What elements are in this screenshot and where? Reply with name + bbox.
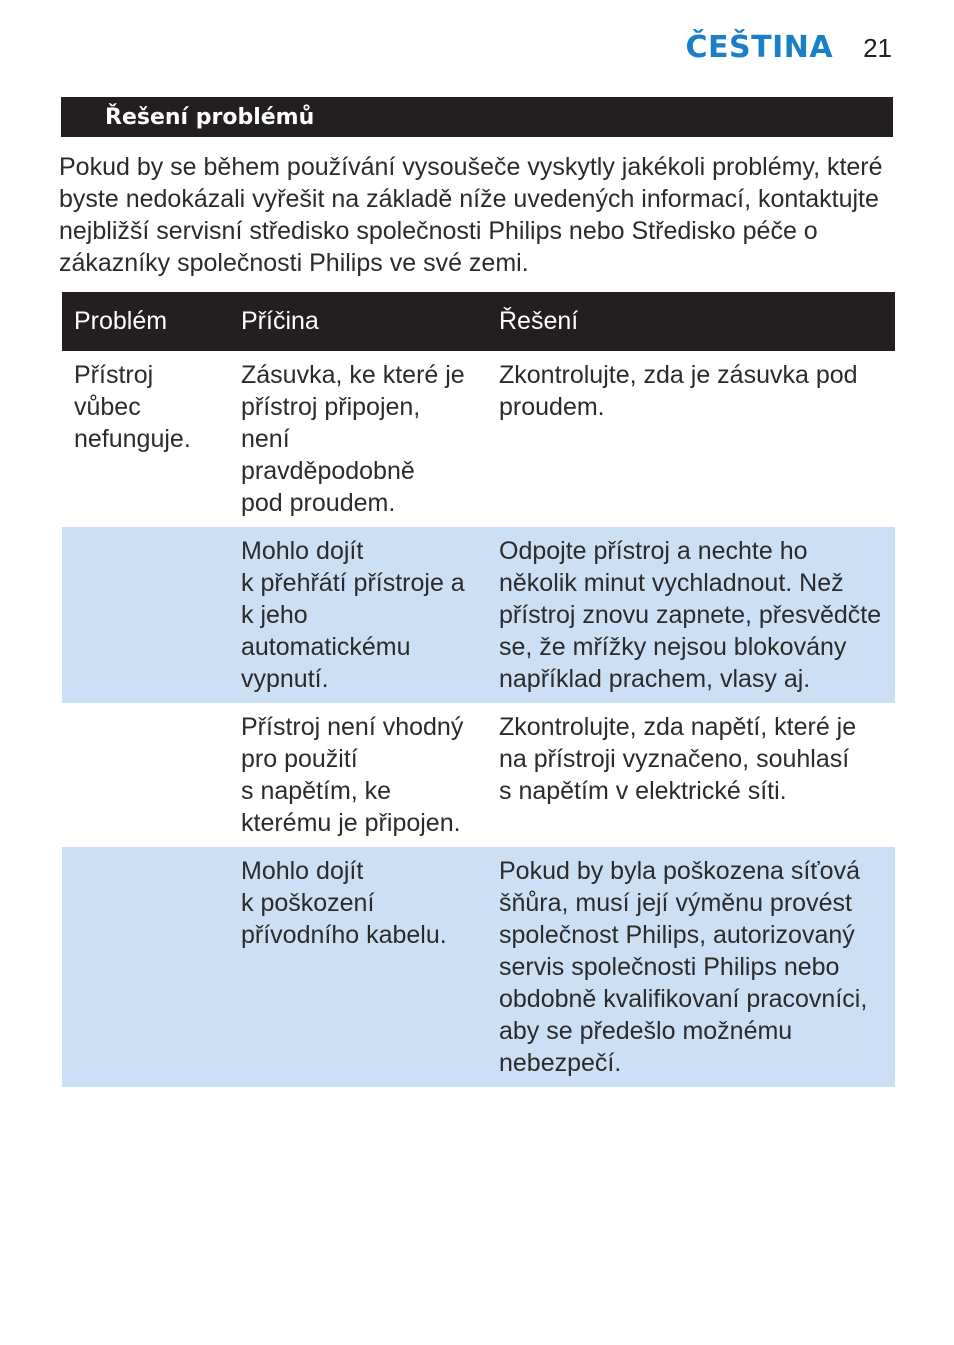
- table-header-row: [62, 292, 895, 351]
- problem-cell: [62, 703, 229, 847]
- section-title: Řešení problémů: [105, 104, 315, 130]
- intro-paragraph: Pokud by se během používání vysoušeče vyskytly jakékoli problémy, které byste nedokázali vyřešit na základě níže uvedených informací, kontaktujte nejbližší servisní středisko společnosti Philips nebo Středisko péče o zákazníky společnosti Philips ve své zemi.: [59, 153, 883, 277]
- language-title: ČEŠTINA: [685, 30, 834, 65]
- cause-cell: Zásuvka, ke které je přístroj připojen, není pravděpodobně pod proudem.: [241, 361, 465, 517]
- page-number: 21: [863, 33, 892, 63]
- column-header-solution: Řešení: [487, 292, 895, 351]
- solution-cell: Odpojte přístroj a nechte ho několik minut vychladnout. Než přístroj znovu zapnete, přesvědčte se, že mřížky nejsou blokovány například prachem, vlasy aj.: [487, 527, 895, 703]
- table-row: [62, 351, 895, 527]
- solution-cell: Pokud by byla poškozena síťová šňůra, musí její výměnu provést společnost Philips, autorizovaný servis společnosti Philips nebo obdobně kvalifikovaní pracovníci, aby se předešlo možnému nebezpečí.: [487, 847, 895, 1087]
- column-header-problem: Problém: [62, 292, 229, 351]
- problem-cell: Přístroj vůbec nefunguje.: [74, 361, 191, 453]
- column-header-cause: Příčina: [229, 292, 487, 351]
- cause-cell: Přístroj není vhodný pro použití s napětím, ke kterému je připojen.: [241, 713, 464, 837]
- table-row: [62, 703, 895, 847]
- troubleshooting-table: [62, 292, 895, 1087]
- table-row: [62, 527, 895, 703]
- table-row: [62, 847, 895, 1087]
- problem-cell: [62, 847, 229, 1087]
- problem-cell: [62, 527, 229, 703]
- solution-cell: Zkontrolujte, zda je zásuvka pod proudem.: [499, 361, 858, 421]
- page-header: [686, 30, 893, 65]
- section-heading-bar: [61, 97, 893, 137]
- cause-cell: Mohlo dojít k poškození přívodního kabelu.: [229, 847, 487, 1087]
- solution-cell: Zkontrolujte, zda napětí, které je na přístroji vyznačeno, souhlasí s napětím v elektrické síti.: [499, 713, 857, 805]
- cause-cell: Mohlo dojít k přehřátí přístroje a k jeho automatickému vypnutí.: [229, 527, 487, 703]
